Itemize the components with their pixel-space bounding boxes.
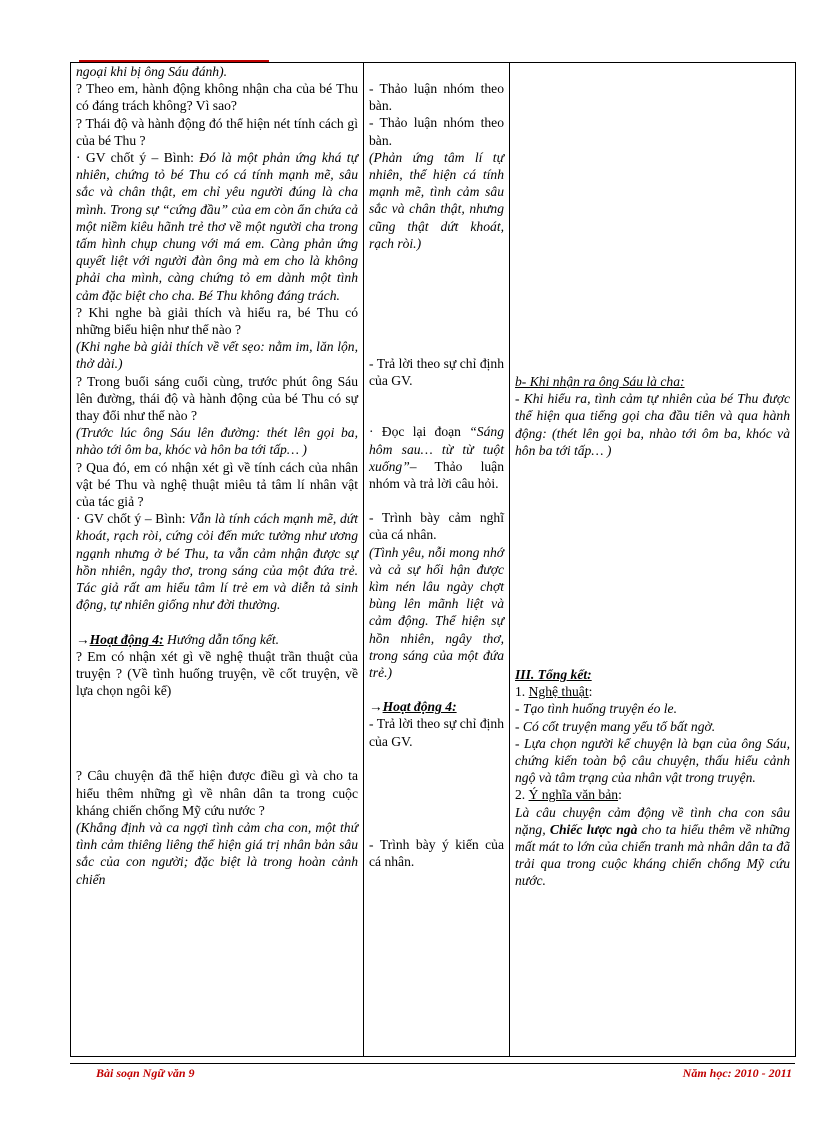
footer-divider [70,1063,795,1064]
subsection-label: Nghệ thuật [528,684,589,700]
subsection-label: Ý nghĩa văn bản [528,787,619,803]
lesson-table [70,62,796,1057]
subsection-heading [515,683,790,700]
student-task: - Thảo luận nhóm theo bàn. [369,115,504,148]
content-paragraph [515,804,790,890]
student-task: - Trình bày cảm nghĩ của cá nhân. [369,510,504,543]
activity-title: Hướng dẫn tổng kết. [163,631,280,647]
content-paragraph: - Khi hiểu ra, tình cảm tự nhiên của bé Thu được thể hiện qua tiếng gọi cha đầu tiên và qua hành động: (thét lên gọi ba, nhào tới ôm ba, khóc và hôn ba tới tấp… ) [515,391,790,458]
section-heading-text: b- Khi nhận ra ông Sáu là cha: [515,374,685,389]
summary-lead: · GV chốt ý – Bình: [76,511,190,527]
task-quote: “Sáng hôm sau… từ từ tuột xuống” [369,424,504,474]
subsection-number: 2. [515,787,529,803]
arrow-icon: → [369,699,383,715]
content-line: - Có cốt truyện mang yếu tố bất ngờ. [515,718,716,734]
student-task: - Trả lời theo sự chỉ định của GV. [369,356,504,389]
student-task: - Trả lời theo sự chỉ định của GV. [369,716,504,749]
teacher-summary [76,510,358,613]
table-row [71,63,796,1057]
activity-label: Hoạt động 4: [382,699,457,715]
question: ? Em có nhận xét gì về nghệ thuật trần thuật của truyện ? (Về tình huống truyện, về cốt truyện, về lựa chọn ngôi kể) [76,648,358,699]
task-lead: · Đọc lại đoạn [369,424,470,440]
content-line: - Lựa chọn người kể chuyện là bạn của ông Sáu, chứng kiến toàn bộ câu chuyện, thấu hiểu cảnh ngộ và tâm trạng của nhân vật trong truyện. [515,735,790,786]
answer-note: (Trước lúc ông Sáu lên đường: thét lên gọi ba, nhào tới ôm ba, khóc và hôn ba tới tấp… ) [76,425,358,458]
arrow-icon: → [76,631,90,647]
content-text: cho ta hiểu thêm về những mất mát to lớn của chiến tranh mà nhân dân ta đã trải qua trong cuộc kháng chiến chống Mỹ cứu nước. [515,821,791,889]
footer-left: Bài soạn Ngữ văn 9 [96,1066,195,1080]
summary-text: Vẫn là tính cách mạnh mẽ, dứt khoát, rạch ròi, cứng cỏi đến mức tưởng như ương ngạnh nhưng ở bé Thu, ta vẫn cảm nhận được sự hồn nhiên, ngây thơ, trong sáng của một đứa trẻ. Tác giả rất am hiểu tâm lí trẻ em và diễn tả sinh động, tự nhiên giống như đời thường. [76,511,358,613]
activity-label: Hoạt động 4: [89,631,164,647]
question: ? Câu chuyện đã thể hiện được điều gì và cho ta hiểu thêm những gì về nhân dân ta trong cuộc kháng chiến chống Mỹ cứu nước ? [76,768,358,818]
teacher-summary [76,149,358,304]
question: ? Theo em, hành động không nhận cha của bé Thu có đáng trách không? Vì sao? [76,81,358,114]
activity-heading [76,631,358,648]
question: ? Trong buổi sáng cuối cùng, trước phút ông Sáu lên đường, thái độ và hành động của bé Thu có sự thay đổi như thế nào ? [76,373,358,424]
summary-heading: III. Tổng kết: [515,667,592,683]
answer-note: (Tình yêu, nỗi mong nhớ và cả sự hối hận được kìm nén lâu ngày chợt bùng lên mãnh liệt và cảm động. Thể hiện sự hồn nhiên, ngây thơ, trong sáng của một đứa trẻ.) [369,544,504,681]
question: ? Thái độ và hành động đó thể hiện nét tính cách gì của bé Thu ? [76,115,358,148]
content-line: - Tạo tình huống truyện éo le. [515,701,677,717]
student-task [369,423,504,492]
student-task: - Thảo luận nhóm theo bàn. [369,81,504,114]
section-heading [515,373,790,390]
answer-note: (Khẳng định và ca ngợi tình cảm cha con, một thứ tình cảm thiêng liêng thể hiện giá trị nhân bản sâu sắc của con người; đặc biệt là trong hoàn cảnh chiến [76,819,358,887]
teacher-activity-cell [71,63,364,1057]
footer-right: Năm học: 2010 - 2011 [682,1066,792,1080]
question: ? Khi nghe bà giải thích và hiểu ra, bé Thu có những biểu hiện như thế nào ? [76,304,358,338]
lesson-content-cell [510,63,796,1057]
task-tail: – Thảo luận nhóm và trả lời câu hỏi. [369,458,504,492]
question: ? Qua đó, em có nhận xét gì về tính cách của nhân vật bé Thu và nghệ thuật miêu tả tâm lí nhân vật của tác giả ? [76,459,358,510]
content-text: Là câu chuyện cảm động về tình cha con sâu nặng, [515,804,790,837]
answer-note: (Khi nghe bà giải thích về vết sẹo: nằm im, lăn lộn, thở dài.) [76,339,358,372]
activity-heading [369,698,504,715]
student-activity-cell [364,63,510,1057]
summary-text: Đó là một phản ứng khá tự nhiên, chứng tỏ bé Thu có cá tính mạnh mẽ, sâu sắc và chân thật, em chỉ yêu người đúng là cha mình. Trong sự “cứng đầu” của em còn ẩn chứa cả một niềm kiêu hãnh trẻ thơ về một người cha trong tấm hình chụp chung với má em. Càng phản ứng quyết liệt với người đàn ông mà em cho là không phải cha mình, càng chứng tỏ em dành một tình cảm đặc biệt cho cha. Bé Thu không đáng trách. [76,150,358,303]
subsection-heading [515,786,790,803]
subsection-number: 1. [515,684,529,700]
work-title: Chiếc lược ngà [549,821,638,837]
student-task: - Trình bày ý kiến của cá nhân. [369,836,504,870]
answer-note: (Phản ứng tâm lí tự nhiên, thể hiện cá tính mạnh mẽ, tình cảm sâu sắc và chân thật, nhưng cũng thật dứt khoát, rạch ròi.) [369,149,504,251]
text-line: ngoại khi bị ông Sáu đánh). [76,64,228,79]
subsection-colon: : [588,684,593,700]
summary-lead: · GV chốt ý – Bình: [76,150,200,166]
subsection-colon: : [618,787,622,803]
